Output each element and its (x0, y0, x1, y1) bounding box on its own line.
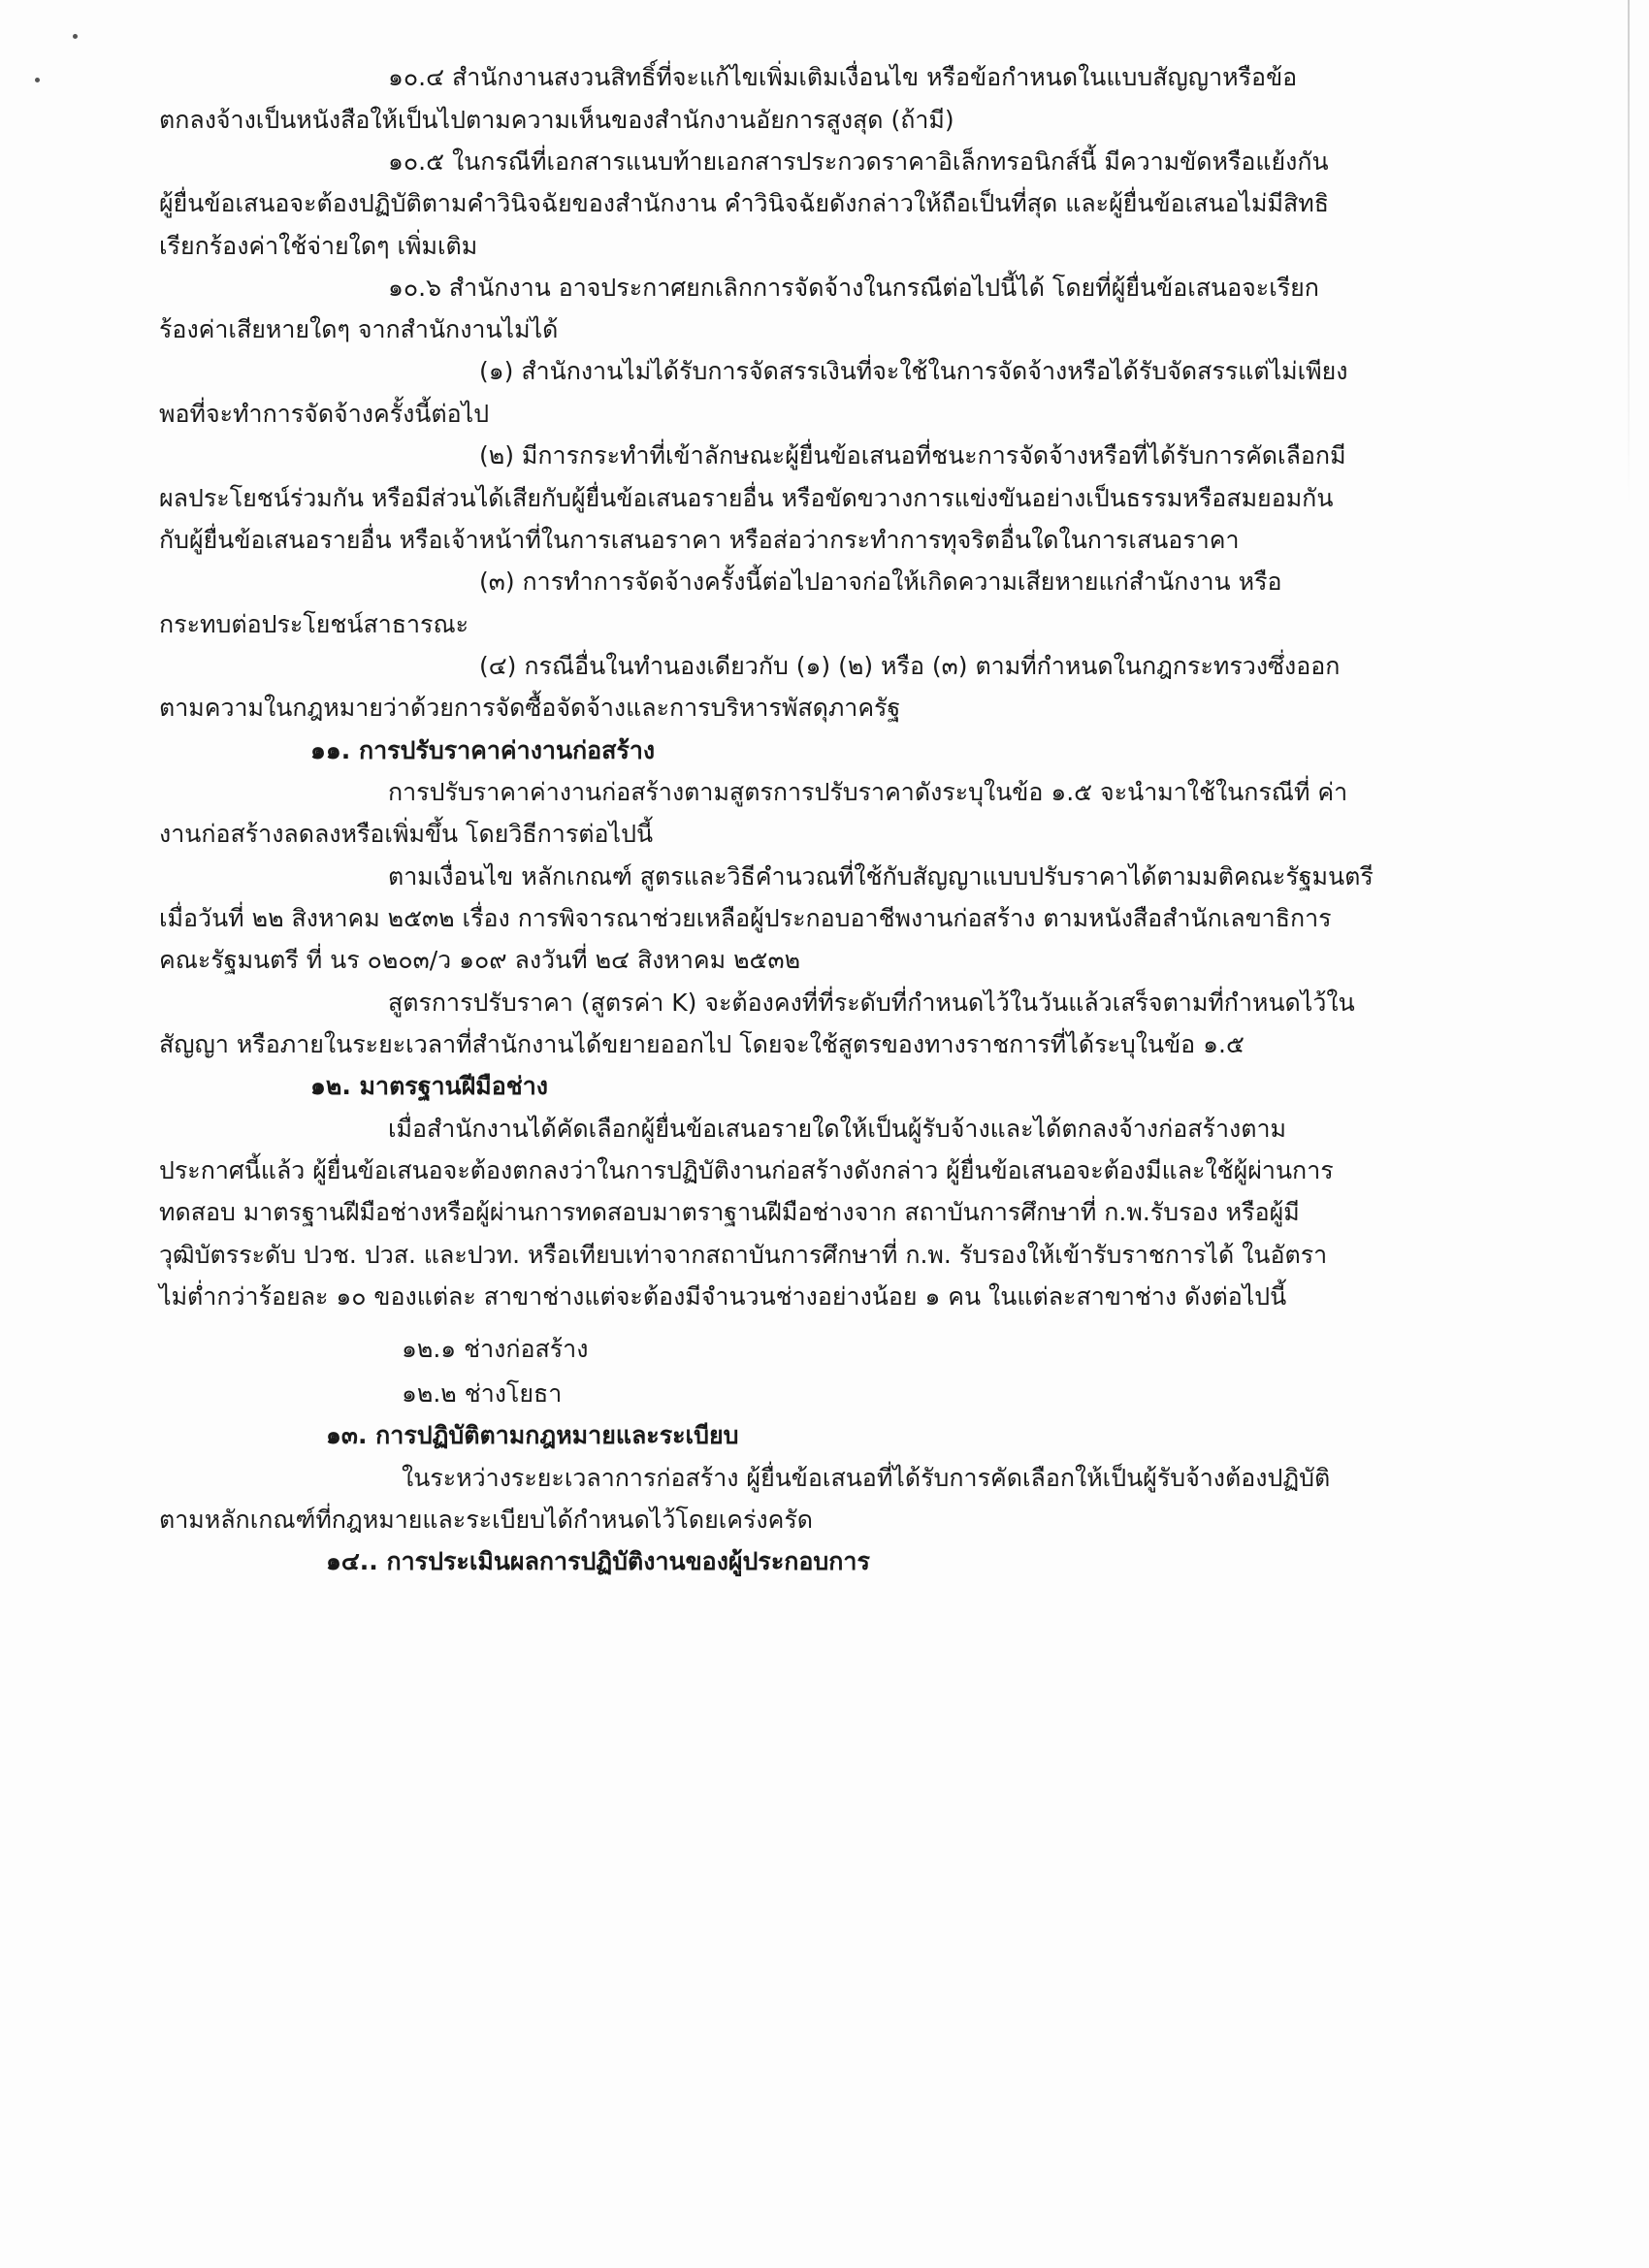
item-10-6-3-cont: กระทบต่อประโยชน์สาธารณะ (159, 610, 469, 638)
paragraph-10-4: ๑๐.๔ สำนักงานสงวนสิทธิ์ที่จะแก้ไขเพิ่มเติมเงื่อนไข หรือข้อกำหนดในแบบสัญญาหรือข้อ (388, 63, 1298, 91)
paragraph-11-b: ตามเงื่อนไข หลักเกณฑ์ สูตรและวิธีคำนวณที่ใช้กับสัญญาแบบปรับราคาได้ตามมติคณะรัฐมนตรี (388, 862, 1374, 891)
paragraph-10-4-cont: ตกลงจ้างเป็นหนังสือให้เป็นไปตามความเห็นของสำนักงานอัยการสูงสุด (ถ้ามี) (159, 106, 954, 134)
scan-speck (73, 34, 78, 39)
paragraph-12-cont: ประกาศนี้แล้ว ผู้ยื่นข้อเสนอจะต้องตกลงว่าในการปฏิบัติงานก่อสร้างดังกล่าว ผู้ยื่นข้อเสนอจะต้องมีและใช้ผู้ผ่านการ (159, 1156, 1334, 1184)
item-10-6-1: (๑) สำนักงานไม่ได้รับการจัดสรรเงินที่จะใช้ในการจัดจ้างหรือได้รับจัดสรรแต่ไม่เพียง (479, 357, 1348, 385)
paragraph-11-c-cont: สัญญา หรือภายในระยะเวลาที่สำนักงานได้ขยายออกไป โดยจะใช้สูตรของทางราชการที่ได้ระบุในข้อ ๑.๕ (159, 1030, 1245, 1058)
paragraph-10-6-cont: ร้องค่าเสียหายใดๆ จากสำนักงานไม่ได้ (159, 315, 559, 343)
paragraph-11-cont: งานก่อสร้างลดลงหรือเพิ่มขึ้น โดยวิธีการต่อไปนี้ (159, 820, 654, 848)
paragraph-13: ในระหว่างระยะเวลาการก่อสร้าง ผู้ยื่นข้อเสนอที่ได้รับการคัดเลือกให้เป็นผู้รับจ้างต้องปฏิบัติ (402, 1464, 1331, 1492)
paragraph-11-b-cont: คณะรัฐมนตรี ที่ นร ๐๒๐๓/ว ๑๐๙ ลงวันที่ ๒๔ สิงหาคม ๒๕๓๒ (159, 946, 801, 974)
paragraph-11-b-cont: เมื่อวันที่ ๒๒ สิงหาคม ๒๕๓๒ เรื่อง การพิจารณาช่วยเหลือผู้ประกอบอาชีพงานก่อสร้าง ตามหนังสือสำนักเลขาธิการ (159, 904, 1332, 932)
item-12-1: ๑๒.๑ ช่างก่อสร้าง (402, 1335, 589, 1363)
scan-edge-shadow (1628, 0, 1630, 504)
paragraph-12-cont: ไม่ต่ำกว่าร้อยละ ๑๐ ของแต่ละ สาขาช่างแต่จะต้องมีจำนวนช่างอย่างน้อย ๑ คน ในแต่ละสาขาช่าง ดังต่อไปนี้ (159, 1282, 1287, 1311)
item-10-6-2-cont: กับผู้ยื่นข้อเสนอรายอื่น หรือเจ้าหน้าที่ในการเสนอราคา หรือส่อว่ากระทำการทุจริตอื่นใดในการเสนอราคา (159, 526, 1240, 554)
heading-section-12: ๑๒. มาตรฐานฝีมือช่าง (310, 1072, 549, 1100)
heading-section-14: ๑๔.. การประเมินผลการปฏิบัติงานของผู้ประกอบการ (326, 1547, 870, 1575)
heading-section-13: ๑๓. การปฏิบัติตามกฎหมายและระเบียบ (326, 1421, 739, 1449)
paragraph-12: เมื่อสำนักงานได้คัดเลือกผู้ยื่นข้อเสนอรายใดให้เป็นผู้รับจ้างและได้ตกลงจ้างก่อสร้างตาม (388, 1115, 1286, 1143)
paragraph-12-cont: ทดสอบ มาตรฐานฝีมือช่างหรือผู้ผ่านการทดสอบมาตราฐานฝีมือช่างจาก สถาบันการศึกษาที่ ก.พ.รับรอง หรือผู้มี (159, 1198, 1300, 1226)
item-10-6-3: (๓) การทำการจัดจ้างครั้งนี้ต่อไปอาจก่อให้เกิดความเสียหายแก่สำนักงาน หรือ (479, 567, 1282, 596)
item-10-6-4: (๔) กรณีอื่นในทำนองเดียวกับ (๑) (๒) หรือ (๓) ตามที่กำหนดในกฎกระทรวงซึ่งออก (479, 652, 1341, 680)
paragraph-10-5-cont: ผู้ยื่นข้อเสนอจะต้องปฏิบัติตามคำวินิจฉัยของสำนักงาน คำวินิจฉัยดังกล่าวให้ถือเป็นที่สุด และผู้ยื่นข้อเสนอไม่มีสิทธิ (159, 189, 1330, 217)
paragraph-12-cont: วุฒิบัตรระดับ ปวช. ปวส. และปวท. หรือเทียบเท่าจากสถาบันการศึกษาที่ ก.พ. รับรองให้เข้ารับราชการได้ ในอัตรา (159, 1241, 1328, 1269)
item-10-6-2-cont: ผลประโยชน์ร่วมกัน หรือมีส่วนได้เสียกับผู้ยื่นข้อเสนอรายอื่น หรือขัดขวางการแข่งขันอย่างเป็นธรรมหรือสมยอมกัน (159, 484, 1334, 512)
item-10-6-2: (๒) มีการกระทำที่เข้าลักษณะผู้ยื่นข้อเสนอที่ชนะการจัดจ้างหรือที่ได้รับการคัดเลือกมี (479, 441, 1346, 470)
paragraph-10-6: ๑๐.๖ สำนักงาน อาจประกาศยกเลิกการจัดจ้างในกรณีต่อไปนี้ได้ โดยที่ผู้ยื่นข้อเสนอจะเรียก (388, 274, 1319, 302)
heading-section-11: ๑๑. การปรับราคาค่างานก่อสร้าง (310, 736, 656, 764)
item-12-2: ๑๒.๒ ช่างโยธา (402, 1379, 563, 1408)
paragraph-11: การปรับราคาค่างานก่อสร้างตามสูตรการปรับราคาดังระบุในข้อ ๑.๕ จะนำมาใช้ในกรณีที่ ค่า (388, 778, 1348, 806)
scan-speck (35, 78, 40, 82)
paragraph-10-5-cont: เรียกร้องค่าใช้จ่ายใดๆ เพิ่มเติม (159, 232, 478, 260)
item-10-6-4-cont: ตามความในกฎหมายว่าด้วยการจัดซื้อจัดจ้างและการบริหารพัสดุภาครัฐ (159, 694, 901, 722)
paragraph-11-c: สูตรการปรับราคา (สูตรค่า K) จะต้องคงที่ที่ระดับที่กำหนดไว้ในวันแล้วเสร็จตามที่กำหนดไว้ใน (388, 988, 1355, 1017)
paragraph-13-cont: ตามหลักเกณฑ์ที่กฎหมายและระเบียบได้กำหนดไว้โดยเคร่งครัด (159, 1506, 814, 1534)
paragraph-10-5: ๑๐.๕ ในกรณีที่เอกสารแนบท้ายเอกสารประกวดราคาอิเล็กทรอนิกส์นี้ มีความขัดหรือแย้งกัน (388, 147, 1329, 176)
item-10-6-1-cont: พอที่จะทำการจัดจ้างครั้งนี้ต่อไป (159, 400, 490, 428)
